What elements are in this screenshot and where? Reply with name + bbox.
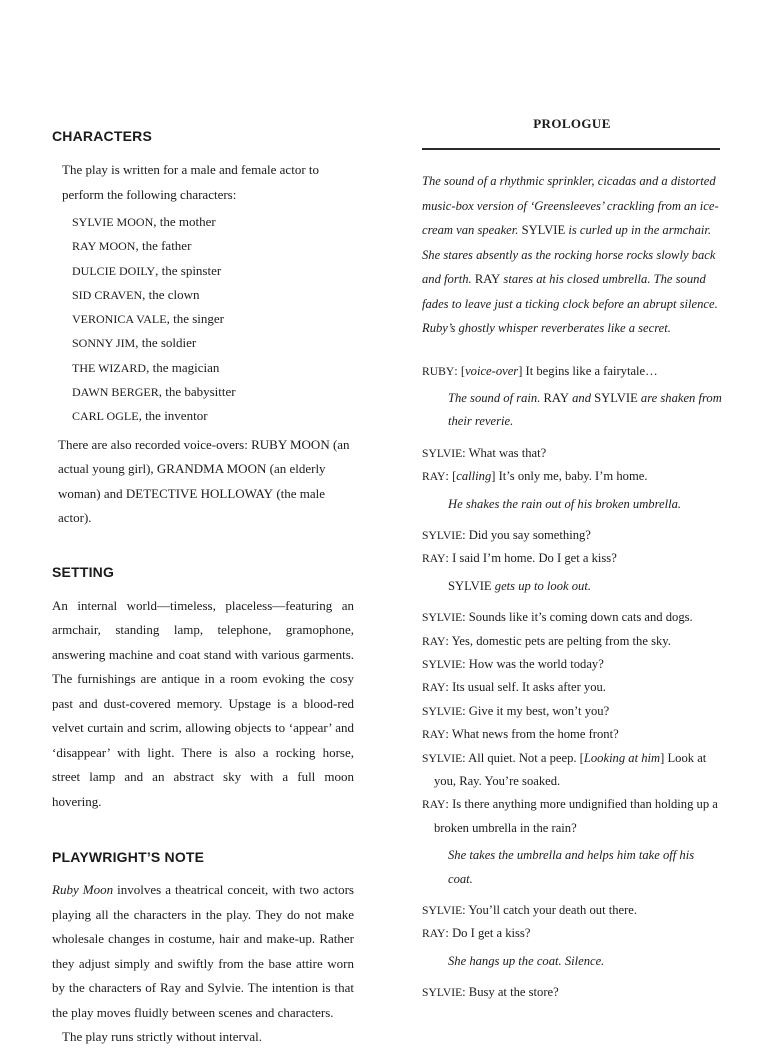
right-page-column bbox=[422, 116, 722, 1005]
dialogue-line: SYLVIE: How was the world today? bbox=[422, 656, 604, 671]
characters-heading: CHARACTERS bbox=[52, 128, 152, 144]
character-list bbox=[72, 210, 362, 429]
list-item: DULCIE DOILY, the spinster bbox=[72, 262, 222, 278]
dialogue-line: RAY: I said I’m home. Do I get a kiss? bbox=[422, 551, 617, 566]
playwrights-note-heading: PLAYWRIGHT’S NOTE bbox=[52, 849, 205, 866]
stage-direction: The sound of rain. RAY and SYLVIE are shaken from their reverie. bbox=[448, 390, 722, 429]
dialogue-line: SYLVIE: Sounds like it’s coming down cats and dogs. bbox=[422, 610, 693, 625]
setting-heading: SETTING bbox=[52, 563, 115, 580]
dialogue-line: RAY: Its usual self. It asks after you. bbox=[422, 680, 606, 695]
dialogue-line: RUBY: [voice-over] It begins like a fairytale… bbox=[422, 363, 658, 378]
left-page-column bbox=[52, 128, 362, 1050]
stage-direction: She hangs up the coat. Silence. bbox=[448, 953, 605, 968]
dialogue-line: RAY: What news from the home front? bbox=[422, 727, 619, 742]
dialogue-line: RAY: [calling] It’s only me, baby. I’m home. bbox=[422, 469, 648, 484]
dialogue bbox=[422, 360, 722, 1005]
list-item: CARL OGLE, the inventor bbox=[72, 408, 208, 424]
dialogue-line: SYLVIE: You’ll catch your death out there. bbox=[422, 903, 638, 918]
title-divider bbox=[422, 148, 720, 150]
interval-note: The play runs strictly without interval. bbox=[62, 1029, 263, 1045]
playwrights-note-text: Ruby Moon involves a theatrical conceit, with two actors playing all the characters in the play. They do not make wholesale changes in costume, hair and make-up. Rather they adjust simply and swiftly from the base attire worn by the characters of Ray and Sylvie. The intention is that the play moves fluidly between scenes and characters. bbox=[52, 882, 354, 1020]
list-item: RAY MOON, the father bbox=[72, 238, 192, 254]
setting-text: An internal world—timeless, placeless—featuring an armchair, standing lamp, telephone, gramophone, answering machine and coat stand with various garments. The furnishings are antique in a room evoking the cosy past and dust-covered memory. Upstage is a blood-red velvet curtain and scrim, allowing objects to ‘appear’ and ‘disappear’ with light. There is also a rocking horse, street lamp and an abstract sky with a full moon hovering. bbox=[52, 597, 354, 809]
list-item: SONNY JIM, the soldier bbox=[72, 335, 197, 351]
list-item: THE WIZARD, the magician bbox=[72, 359, 220, 375]
dialogue-line: SYLVIE: Busy at the store? bbox=[422, 985, 559, 1000]
list-item: SYLVIE MOON, the mother bbox=[72, 214, 216, 229]
opening-stage-direction: The sound of a rhythmic sprinkler, cicadas and a distorted music-box version of ‘Greensleeves’ crackling from an ice-cream van speaker. SYLVIE is curled up in the armchair. She stares absently as the rocking horse rocks slowly back and forth. RAY stares at his closed umbrella. The sound fades to leave just a ticking clock before an abrupt silence. Ruby’s ghostly whisper reverberates like a secret. bbox=[422, 174, 719, 335]
stage-direction: She takes the umbrella and helps him take off his coat. bbox=[448, 848, 695, 886]
dialogue-line: SYLVIE: Did you say something? bbox=[422, 527, 591, 542]
dialogue-line: SYLVIE: All quiet. Not a peep. [Looking at him] Look at you, Ray. You’re soaked. bbox=[422, 750, 707, 788]
dialogue-line: RAY: Do I get a kiss? bbox=[422, 926, 531, 941]
dialogue-line: SYLVIE: Give it my best, won’t you? bbox=[422, 703, 610, 718]
list-item: VERONICA VALE, the singer bbox=[72, 311, 224, 327]
prologue-title: PROLOGUE bbox=[533, 116, 611, 131]
list-item: DAWN BERGER, the babysitter bbox=[72, 384, 236, 400]
characters-intro: The play is written for a male and female actor to perform the following characters: bbox=[62, 162, 320, 202]
voiceovers-note: There are also recorded voice-overs: RUBY MOON (an actual young girl), GRANDMA MOON (an elderly woman) and DETECTIVE HOLLOWAY (the male actor). bbox=[58, 436, 350, 526]
list-item: SID CRAVEN, the clown bbox=[72, 286, 200, 302]
dialogue-line: SYLVIE: What was that? bbox=[422, 445, 547, 460]
stage-direction: He shakes the rain out of his broken umbrella. bbox=[448, 496, 682, 511]
stage-direction: SYLVIE gets up to look out. bbox=[448, 578, 591, 593]
dialogue-line: RAY: Yes, domestic pets are pelting from the sky. bbox=[422, 633, 671, 648]
dialogue-line: RAY: Is there anything more undignified than holding up a broken umbrella in the rain? bbox=[422, 797, 718, 835]
